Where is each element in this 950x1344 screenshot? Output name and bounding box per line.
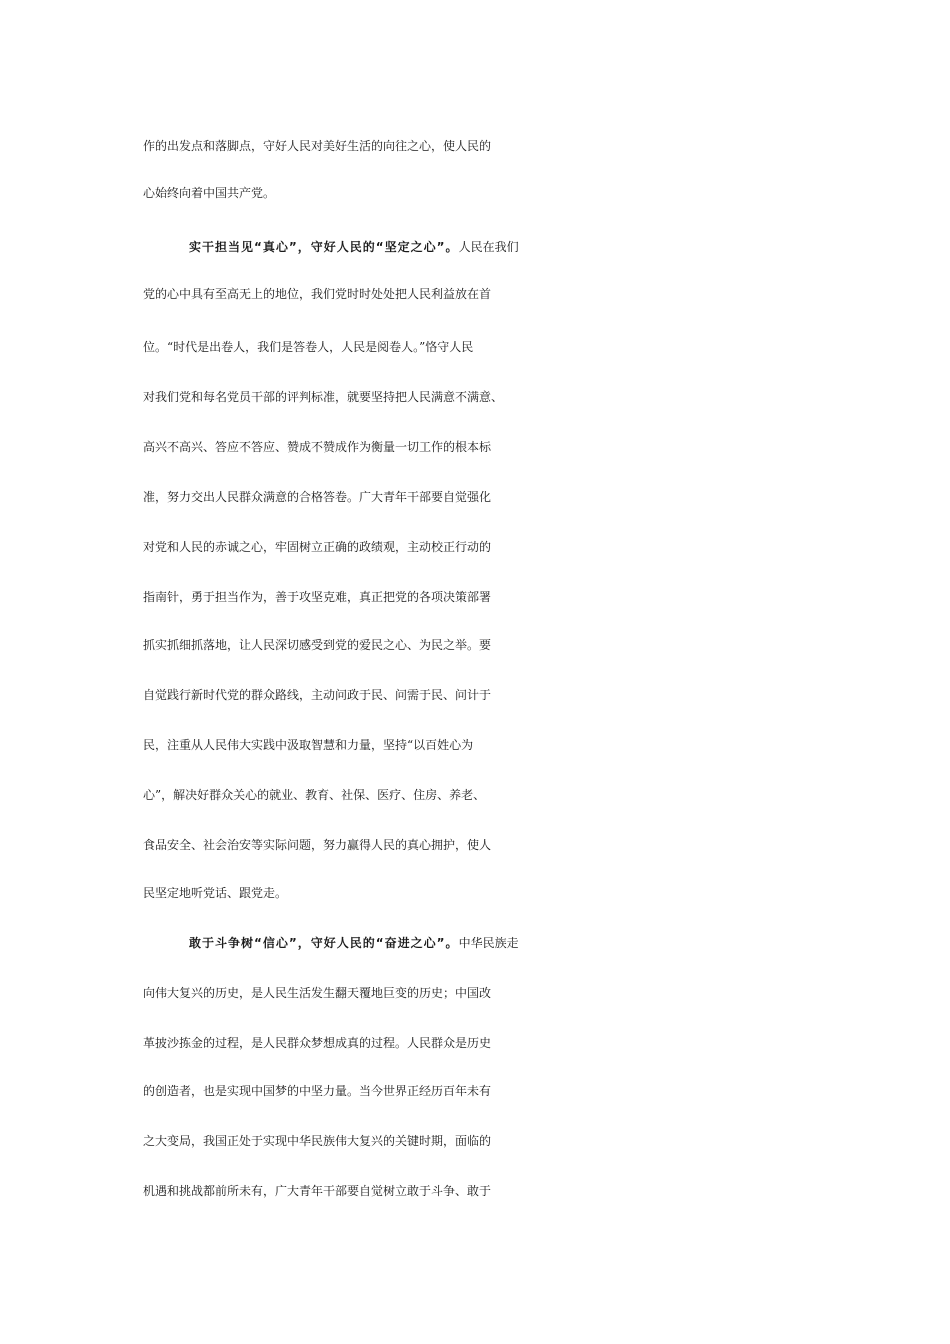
text-span: 中华民族走 xyxy=(458,936,519,950)
text-line: 民坚定地听党话、跟党走。 xyxy=(143,886,288,900)
text-line: 心始终向着中国共产党。 xyxy=(143,186,276,200)
text-line: 革披沙拣金的过程，是人民群众梦想成真的过程。人民群众是历史 xyxy=(143,1036,492,1050)
paragraph-first-line xyxy=(189,937,950,987)
text-line: 的创造者，也是实现中国梦的中坚力量。当今世界正经历百年未有 xyxy=(143,1084,492,1098)
text-line: 自觉践行新时代党的群众路线，主动问政于民、问需于民、问计于 xyxy=(143,688,492,702)
text-line: 食品安全、社会治安等实际问题，努力赢得人民的真心拥护，使人 xyxy=(143,838,492,852)
text-line: 对我们党和每名党员干部的评判标准，就要坚持把人民满意不满意、 xyxy=(143,390,504,404)
paragraph-heading: 敢于斗争树“信心”，守好人民的“奋进之心”。 xyxy=(189,936,459,950)
text-line: 民，注重从人民伟大实践中汲取智慧和力量，坚持“以百姓心为 xyxy=(143,738,474,752)
text-line: 高兴不高兴、答应不答应、赞成不赞成作为衡量一切工作的根本标 xyxy=(143,440,492,454)
text-line: 准，努力交出人民群众满意的合格答卷。广大青年干部要自觉强化 xyxy=(143,490,492,504)
text-line: 心”，解决好群众关心的就业、教育、社保、医疗、住房、养老、 xyxy=(143,788,486,802)
paragraph-heading: 实干担当见“真心”，守好人民的“坚定之心”。 xyxy=(189,240,459,254)
text-line: 指南针，勇于担当作为，善于攻坚克难，真正把党的各项决策部署 xyxy=(143,590,492,604)
text-line: 作的出发点和落脚点，守好人民对美好生活的向往之心，使人民的 xyxy=(143,139,492,153)
text-line: 之大变局，我国正处于实现中华民族伟大复兴的关键时期，面临的 xyxy=(143,1134,492,1148)
text-line: 机遇和挑战都前所未有，广大青年干部要自觉树立敢于斗争、敢于 xyxy=(143,1184,492,1198)
text-line: 位。“时代是出卷人，我们是答卷人，人民是阅卷人。”恪守人民 xyxy=(143,340,474,354)
text-span: 人民在我们 xyxy=(458,240,519,254)
text-line: 向伟大复兴的历史，是人民生活发生翻天覆地巨变的历史；中国改 xyxy=(143,986,492,1000)
text-line: 抓实抓细抓落地，让人民深切感受到党的爱民之心、为民之举。要 xyxy=(143,638,492,652)
paragraph-first-line xyxy=(189,241,950,291)
text-line: 党的心中具有至高无上的地位，我们党时时处处把人民利益放在首 xyxy=(143,287,492,301)
text-line: 对党和人民的赤诚之心，牢固树立正确的政绩观，主动校正行动的 xyxy=(143,540,492,554)
